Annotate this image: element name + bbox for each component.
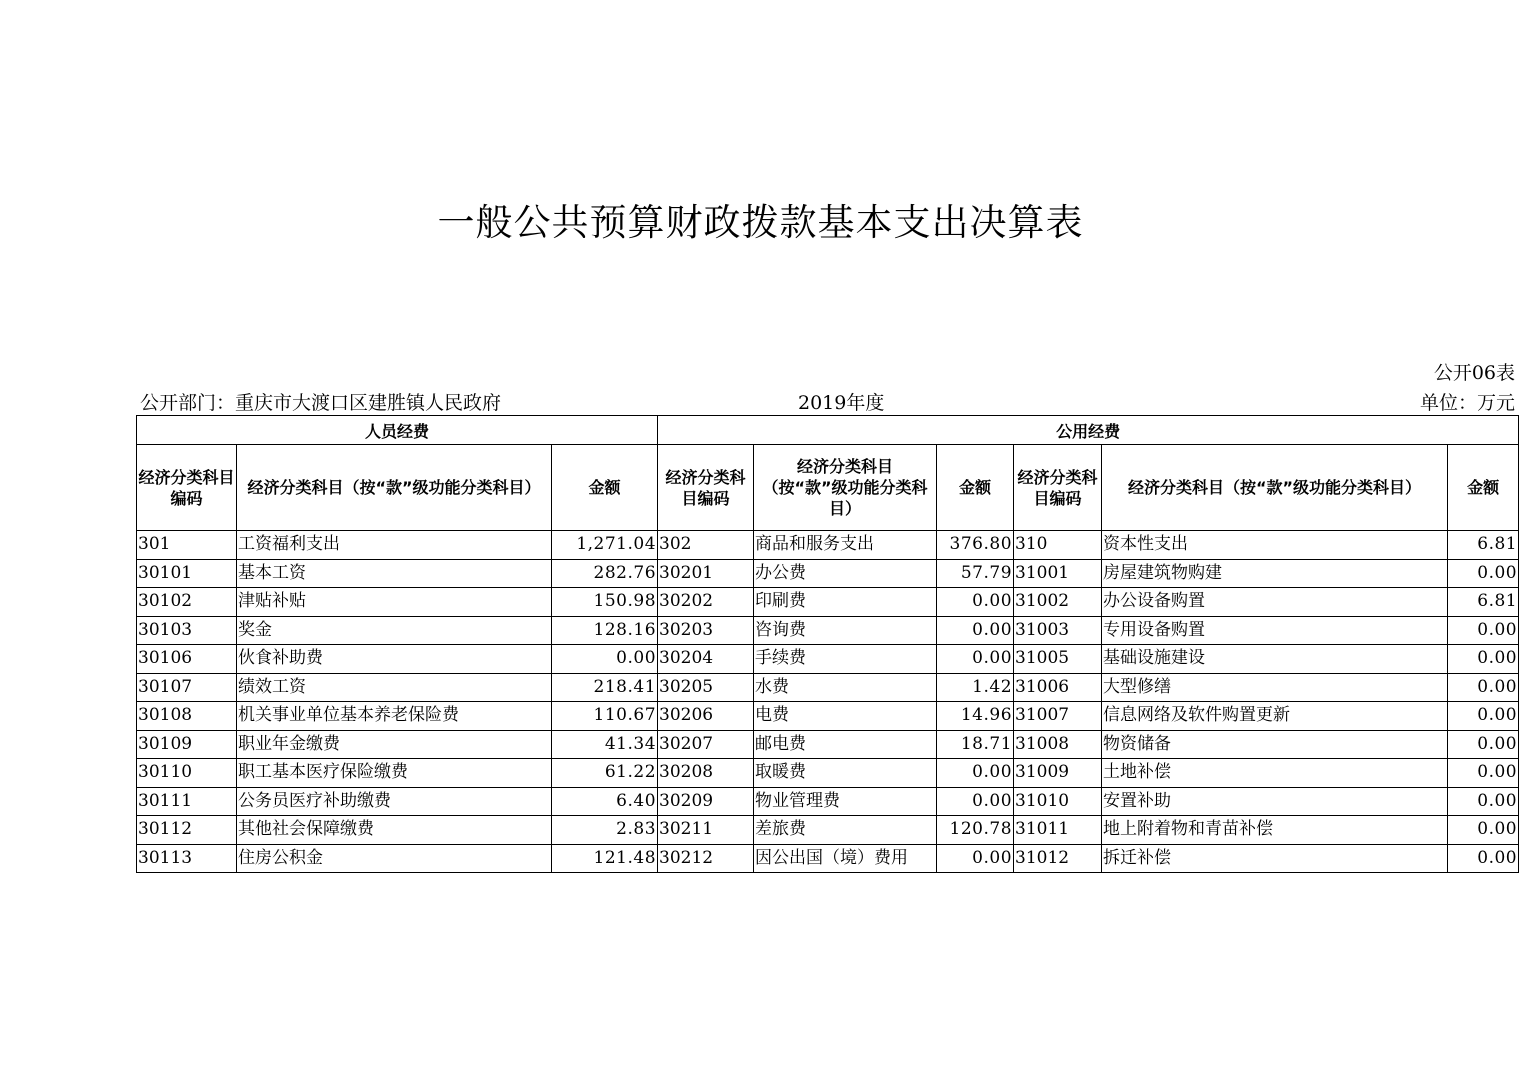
row-amount: 6.81 [1448,588,1519,617]
row-name: 印刷费 [754,588,937,617]
row-amount: 282.76 [552,559,658,588]
row-code: 30203 [658,616,754,645]
row-code: 31011 [1014,816,1102,845]
page-title: 一般公共预算财政拨款基本支出决算表 [437,201,1084,244]
row-name: 伙食补助费 [237,645,552,674]
row-code: 30201 [658,559,754,588]
table-row [137,816,1519,845]
row-code: 30209 [658,787,754,816]
year-label: 2019年度 [798,392,885,414]
row-name: 津贴补贴 [237,588,552,617]
row-amount: 6.40 [552,787,658,816]
row-code: 31010 [1014,787,1102,816]
row-code: 30208 [658,759,754,788]
row-code: 31008 [1014,730,1102,759]
row-code: 30107 [137,673,237,702]
row-name: 物资储备 [1102,730,1448,759]
row-name: 住房公积金 [237,844,552,873]
row-name: 工资福利支出 [237,531,552,560]
row-name: 专用设备购置 [1102,616,1448,645]
row-amount: 0.00 [1448,844,1519,873]
table-row [137,702,1519,731]
row-code: 30110 [137,759,237,788]
row-amount: 61.22 [552,759,658,788]
row-name: 因公出国（境）费用 [754,844,937,873]
row-code: 302 [658,531,754,560]
row-name: 地上附着物和青苗补偿 [1102,816,1448,845]
group-header-personnel: 人员经费 [137,416,658,445]
form-number: 公开06表 [1433,362,1515,384]
row-code: 30206 [658,702,754,731]
row-code: 30106 [137,645,237,674]
row-amount: 1,271.04 [552,531,658,560]
row-name: 资本性支出 [1102,531,1448,560]
row-name: 绩效工资 [237,673,552,702]
table-row [137,730,1519,759]
row-name: 物业管理费 [754,787,937,816]
header-name: 经济分类科目（按“款”级功能分类科目） [754,445,937,531]
group-header-public: 公用经费 [658,416,1519,445]
row-amount: 1.42 [937,673,1014,702]
header-amount: 金额 [552,445,658,531]
row-code: 31006 [1014,673,1102,702]
row-amount: 57.79 [937,559,1014,588]
row-name: 房屋建筑物购建 [1102,559,1448,588]
row-name: 咨询费 [754,616,937,645]
row-amount: 41.34 [552,730,658,759]
row-amount: 2.83 [552,816,658,845]
row-amount: 110.67 [552,702,658,731]
row-code: 31007 [1014,702,1102,731]
table-row [137,588,1519,617]
row-code: 30204 [658,645,754,674]
table-row [137,645,1519,674]
row-amount: 0.00 [937,844,1014,873]
header-code: 经济分类科目编码 [137,445,237,531]
budget-table [136,415,1519,873]
row-code: 30202 [658,588,754,617]
header-code: 经济分类科目编码 [1014,445,1102,531]
header-name: 经济分类科目（按“款”级功能分类科目） [237,445,552,531]
header-amount: 金额 [1448,445,1519,531]
row-code: 310 [1014,531,1102,560]
row-name: 其他社会保障缴费 [237,816,552,845]
table-row [137,616,1519,645]
row-code: 31005 [1014,645,1102,674]
row-amount: 0.00 [1448,816,1519,845]
header-code: 经济分类科目编码 [658,445,754,531]
row-amount: 0.00 [1448,616,1519,645]
row-name: 拆迁补偿 [1102,844,1448,873]
row-amount: 0.00 [1448,673,1519,702]
row-name: 公务员医疗补助缴费 [237,787,552,816]
row-code: 30111 [137,787,237,816]
row-name: 机关事业单位基本养老保险费 [237,702,552,731]
header-name: 经济分类科目（按“款”级功能分类科目） [1102,445,1448,531]
row-amount: 0.00 [1448,645,1519,674]
row-name: 办公设备购置 [1102,588,1448,617]
row-name: 奖金 [237,616,552,645]
row-amount: 0.00 [1448,730,1519,759]
row-code: 30211 [658,816,754,845]
table-row [137,844,1519,873]
row-code: 30101 [137,559,237,588]
row-amount: 121.48 [552,844,658,873]
row-code: 30102 [137,588,237,617]
unit-label: 单位：万元 [1419,392,1515,414]
row-name: 电费 [754,702,937,731]
row-name: 差旅费 [754,816,937,845]
row-name: 邮电费 [754,730,937,759]
row-code: 301 [137,531,237,560]
row-name: 商品和服务支出 [754,531,937,560]
row-amount: 0.00 [937,616,1014,645]
row-name: 水费 [754,673,937,702]
row-amount: 0.00 [937,588,1014,617]
row-amount: 0.00 [937,759,1014,788]
row-amount: 18.71 [937,730,1014,759]
row-code: 31012 [1014,844,1102,873]
row-code: 30112 [137,816,237,845]
row-name: 基础设施建设 [1102,645,1448,674]
table-row [137,531,1519,560]
row-code: 31002 [1014,588,1102,617]
row-amount: 120.78 [937,816,1014,845]
table-row [137,787,1519,816]
row-code: 30108 [137,702,237,731]
row-amount: 0.00 [1448,702,1519,731]
row-code: 30109 [137,730,237,759]
row-amount: 0.00 [937,787,1014,816]
row-amount: 150.98 [552,588,658,617]
table-row [137,759,1519,788]
row-amount: 0.00 [552,645,658,674]
row-name: 大型修缮 [1102,673,1448,702]
row-amount: 0.00 [937,645,1014,674]
row-name: 办公费 [754,559,937,588]
row-amount: 6.81 [1448,531,1519,560]
header-amount: 金额 [937,445,1014,531]
row-amount: 376.80 [937,531,1014,560]
row-code: 30205 [658,673,754,702]
row-amount: 0.00 [1448,559,1519,588]
row-name: 基本工资 [237,559,552,588]
row-code: 31009 [1014,759,1102,788]
row-name: 职工基本医疗保险缴费 [237,759,552,788]
row-code: 30212 [658,844,754,873]
row-name: 安置补助 [1102,787,1448,816]
department-label: 公开部门：重庆市大渡口区建胜镇人民政府 [140,392,502,414]
row-amount: 218.41 [552,673,658,702]
row-code: 30103 [137,616,237,645]
row-name: 土地补偿 [1102,759,1448,788]
row-name: 信息网络及软件购置更新 [1102,702,1448,731]
row-code: 30207 [658,730,754,759]
row-name: 取暖费 [754,759,937,788]
table-row [137,559,1519,588]
row-code: 30113 [137,844,237,873]
table-row [137,673,1519,702]
row-amount: 0.00 [1448,787,1519,816]
row-name: 手续费 [754,645,937,674]
row-amount: 0.00 [1448,759,1519,788]
row-amount: 128.16 [552,616,658,645]
table-body [137,531,1519,873]
row-code: 31003 [1014,616,1102,645]
row-name: 职业年金缴费 [237,730,552,759]
row-amount: 14.96 [937,702,1014,731]
row-code: 31001 [1014,559,1102,588]
